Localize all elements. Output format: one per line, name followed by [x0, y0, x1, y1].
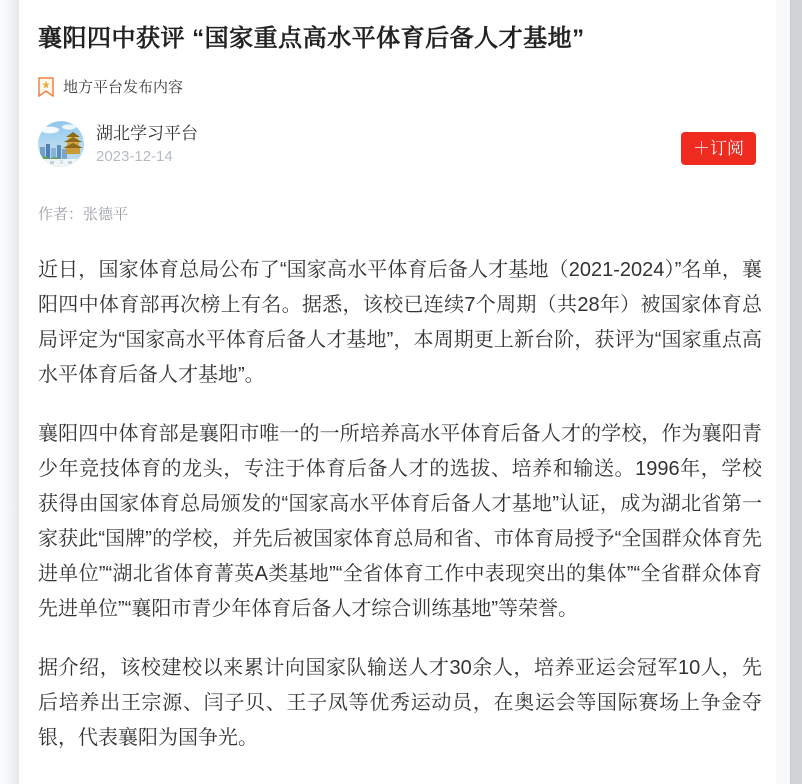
article-card — [19, 0, 776, 784]
publisher-avatar[interactable] — [38, 121, 84, 167]
article-title: 襄阳四中获评 “国家重点高水平体育后备人才基地” — [38, 25, 585, 52]
publisher-row — [38, 121, 762, 167]
vertical-scrollbar[interactable] — [790, 0, 802, 784]
subscribe-button[interactable]: ＋订阅 — [681, 132, 756, 165]
badge-label: 地方平台发布内容 — [63, 79, 184, 96]
article-body — [38, 253, 762, 756]
platform-badge — [38, 76, 762, 97]
author-line: 作者：张德平 — [38, 206, 129, 223]
publish-date: 2023-12-14 — [96, 148, 173, 165]
ribbon-star-icon — [38, 77, 54, 97]
publisher-name[interactable]: 湖北学习平台 — [96, 124, 198, 143]
publisher-info — [96, 121, 198, 166]
article-paragraph: 近日，国家体育总局公布了“国家高水平体育后备人才基地（2021-2024）”名单，襄阳四中体育部再次榜上有名。据悉，该校已连续7个周期（共28年）被国家体育总局评定为“国家高水平体育后备人才基地”，本周期更上新台阶，获评为“国家重点高水平体育后备人才基地”。 — [38, 259, 762, 386]
page-right-gutter — [776, 0, 790, 784]
article-paragraph: 襄阳四中体育部是襄阳市唯一的一所培养高水平体育后备人才的学校，作为襄阳青少年竞技体育的龙头，专注于体育后备人才的选拔、培养和输送。1996年，学校获得由国家体育总局颁发的“国家高水平体育后备人才基地”认证，成为湖北省第一家获此“国牌”的学校，并先后被国家体育总局和省、市体育局授予“全国群众体育先进单位”“湖北省体育菁英A类基地”“全省体育工作中表现突出的集体”“全省群众体育先进单位”“襄阳市青少年体育后备人才综合训练基地”等荣誉。 — [38, 423, 762, 620]
page-left-gutter — [0, 0, 19, 784]
article-paragraph: 据介绍，该校建校以来累计向国家队输送人才30余人，培养亚运会冠军10人，先后培养出王宗源、闫子贝、王子凤等优秀运动员，在奥运会等国际赛场上争金夺银，代表襄阳为国争光。 — [38, 657, 762, 749]
